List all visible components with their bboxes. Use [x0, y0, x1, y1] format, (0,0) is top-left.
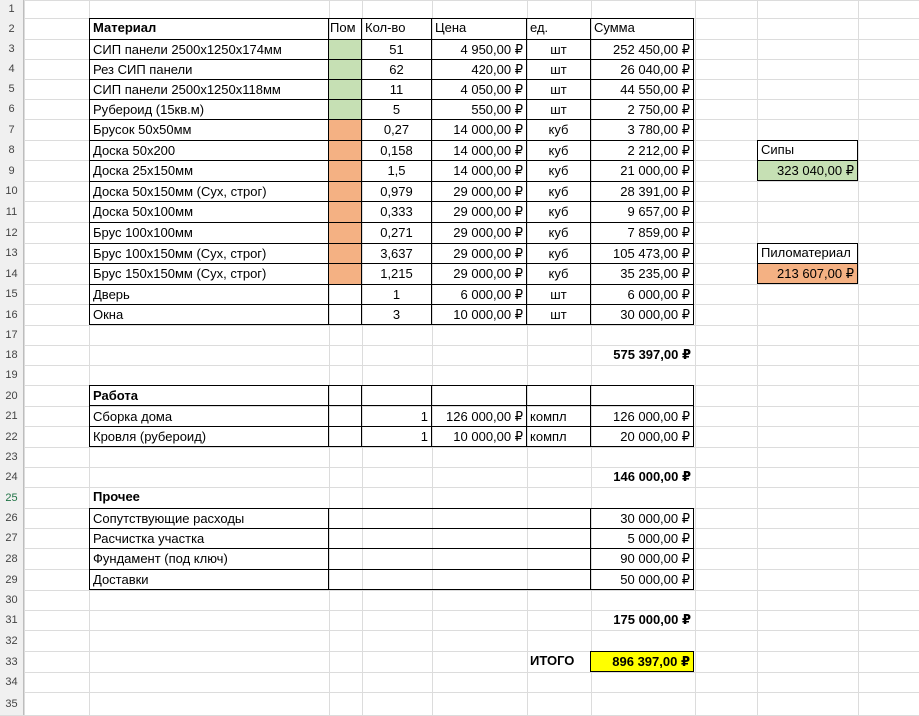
- material-qty[interactable]: 0,333: [380, 204, 413, 219]
- material-sum[interactable]: 105 473,00 ₽: [613, 246, 690, 261]
- row-number[interactable]: 29: [5, 573, 18, 586]
- material-qty[interactable]: 1,5: [387, 163, 406, 178]
- material-pom-cell[interactable]: [329, 264, 361, 284]
- row-number[interactable]: 34: [5, 676, 18, 688]
- material-qty[interactable]: 0,27: [383, 122, 410, 137]
- material-price[interactable]: 6 000,00 ₽: [460, 287, 523, 302]
- material-qty[interactable]: 3: [392, 307, 401, 322]
- material-pom-cell[interactable]: [329, 161, 361, 181]
- material-unit[interactable]: шт: [550, 307, 567, 322]
- material-price[interactable]: 14 000,00 ₽: [453, 143, 523, 158]
- material-name[interactable]: Рез СИП панели: [93, 62, 193, 77]
- material-unit[interactable]: шт: [550, 102, 567, 117]
- row-number[interactable]: 3: [8, 43, 15, 55]
- work-price[interactable]: 10 000,00 ₽: [453, 429, 523, 444]
- material-name[interactable]: Брусок 50x50мм: [93, 122, 192, 137]
- material-sum[interactable]: 35 235,00 ₽: [620, 266, 690, 281]
- material-price[interactable]: 14 000,00 ₽: [453, 122, 523, 137]
- material-pom-cell[interactable]: [329, 202, 361, 222]
- material-unit[interactable]: шт: [550, 42, 567, 57]
- row-number[interactable]: 24: [5, 471, 18, 483]
- material-qty[interactable]: 1: [392, 287, 401, 302]
- other-sum[interactable]: 30 000,00 ₽: [620, 511, 690, 526]
- material-sum[interactable]: 6 000,00 ₽: [627, 287, 690, 302]
- material-price[interactable]: 10 000,00 ₽: [453, 307, 523, 322]
- material-unit[interactable]: шт: [550, 62, 567, 77]
- material-name[interactable]: Дверь: [93, 287, 130, 302]
- row-number[interactable]: 18: [5, 349, 18, 361]
- material-unit[interactable]: шт: [550, 287, 567, 302]
- row-number[interactable]: 19: [5, 369, 18, 381]
- work-unit[interactable]: компл: [530, 409, 567, 424]
- row-number[interactable]: 17: [5, 329, 18, 341]
- material-name[interactable]: Доска 50x100мм: [93, 204, 194, 219]
- materials-header-qty[interactable]: Кол-во: [365, 20, 406, 35]
- row-number[interactable]: 35: [5, 697, 18, 710]
- lumber-label[interactable]: Пиломатериал: [761, 245, 851, 260]
- row-number[interactable]: 25: [5, 491, 18, 504]
- material-unit[interactable]: куб: [548, 225, 569, 240]
- work-total[interactable]: 146 000,00 ₽: [613, 469, 691, 484]
- material-qty[interactable]: 51: [389, 42, 404, 57]
- material-name[interactable]: Брус 100x150мм (Сух, строг): [93, 246, 267, 261]
- material-unit[interactable]: куб: [548, 246, 569, 261]
- material-sum[interactable]: 26 040,00 ₽: [620, 62, 690, 77]
- material-name[interactable]: Окна: [93, 307, 124, 322]
- work-sum[interactable]: 126 000,00 ₽: [613, 409, 690, 424]
- work-unit[interactable]: компл: [530, 429, 567, 444]
- material-qty[interactable]: 11: [389, 82, 404, 97]
- other-sum[interactable]: 5 000,00 ₽: [627, 531, 690, 546]
- row-number[interactable]: 31: [5, 614, 18, 626]
- material-sum[interactable]: 44 550,00 ₽: [620, 82, 690, 97]
- material-sum[interactable]: 9 657,00 ₽: [627, 204, 690, 219]
- material-pom-cell[interactable]: [329, 182, 361, 201]
- grand-total-value[interactable]: 896 397,00 ₽: [590, 651, 694, 672]
- material-qty[interactable]: 0,979: [380, 184, 413, 199]
- sips-label[interactable]: Сипы: [761, 142, 795, 157]
- material-unit[interactable]: куб: [548, 122, 569, 137]
- material-sum[interactable]: 252 450,00 ₽: [613, 42, 690, 57]
- row-number[interactable]: 11: [5, 205, 18, 218]
- material-name[interactable]: Доска 50x200: [93, 143, 176, 158]
- row-number[interactable]: 7: [8, 123, 15, 136]
- material-unit[interactable]: куб: [548, 143, 569, 158]
- material-name[interactable]: Доска 25x150мм: [93, 163, 194, 178]
- material-pom-cell[interactable]: [329, 120, 361, 140]
- material-price[interactable]: 550,00 ₽: [471, 102, 523, 117]
- work-sum[interactable]: 20 000,00 ₽: [620, 429, 690, 444]
- other-sum[interactable]: 90 000,00 ₽: [620, 551, 690, 566]
- material-unit[interactable]: куб: [548, 266, 569, 281]
- grand-total-label[interactable]: ИТОГО: [530, 653, 575, 668]
- row-header-column[interactable]: [0, 0, 24, 715]
- work-qty[interactable]: 1: [420, 409, 428, 424]
- sips-value[interactable]: 323 040,00 ₽: [758, 161, 857, 180]
- material-unit[interactable]: шт: [550, 82, 567, 97]
- row-number[interactable]: 26: [5, 512, 18, 524]
- other-name[interactable]: Фундамент (под ключ): [93, 551, 228, 566]
- row-number[interactable]: 6: [8, 103, 15, 115]
- row-number[interactable]: 13: [5, 247, 18, 259]
- material-price[interactable]: 29 000,00 ₽: [453, 266, 523, 281]
- row-number[interactable]: 10: [5, 185, 18, 197]
- material-sum[interactable]: 7 859,00 ₽: [627, 225, 690, 240]
- material-qty[interactable]: 62: [389, 62, 404, 77]
- material-price[interactable]: 420,00 ₽: [471, 62, 523, 77]
- materials-header-unit[interactable]: ед.: [530, 20, 549, 35]
- material-unit[interactable]: куб: [548, 204, 569, 219]
- materials-header-sum[interactable]: Сумма: [594, 20, 635, 35]
- row-number[interactable]: 20: [5, 389, 18, 402]
- row-number[interactable]: 22: [5, 430, 18, 443]
- materials-header-name[interactable]: Материал: [93, 20, 157, 35]
- material-unit[interactable]: куб: [548, 163, 569, 178]
- material-price[interactable]: 29 000,00 ₽: [453, 225, 523, 240]
- material-price[interactable]: 29 000,00 ₽: [453, 184, 523, 199]
- material-sum[interactable]: 3 780,00 ₽: [627, 122, 690, 137]
- row-number[interactable]: 12: [5, 226, 18, 239]
- lumber-value[interactable]: 213 607,00 ₽: [758, 264, 857, 283]
- other-header[interactable]: Прочее: [93, 489, 140, 504]
- row-number[interactable]: 2: [8, 22, 15, 35]
- work-name[interactable]: Сборка дома: [93, 409, 173, 424]
- material-qty[interactable]: 0,158: [380, 143, 413, 158]
- row-number[interactable]: 30: [5, 594, 18, 606]
- row-number[interactable]: 9: [8, 164, 15, 177]
- materials-header-price[interactable]: Цена: [435, 20, 467, 35]
- material-qty[interactable]: 5: [392, 102, 401, 117]
- other-name[interactable]: Доставки: [93, 572, 149, 587]
- material-price[interactable]: 29 000,00 ₽: [453, 204, 523, 219]
- material-price[interactable]: 14 000,00 ₽: [453, 163, 523, 178]
- material-pom-cell[interactable]: [329, 305, 361, 325]
- material-name[interactable]: Рубероид (15кв.м): [93, 102, 205, 117]
- material-unit[interactable]: куб: [548, 184, 569, 199]
- material-sum[interactable]: 2 212,00 ₽: [627, 143, 690, 158]
- material-pom-cell[interactable]: [329, 285, 361, 304]
- row-number[interactable]: 15: [5, 288, 18, 300]
- material-qty[interactable]: 0,271: [380, 225, 413, 240]
- row-number[interactable]: 33: [5, 655, 18, 668]
- material-sum[interactable]: 28 391,00 ₽: [620, 184, 690, 199]
- row-number[interactable]: 32: [5, 634, 18, 647]
- work-price[interactable]: 126 000,00 ₽: [446, 409, 523, 424]
- row-number[interactable]: 23: [5, 451, 18, 463]
- other-name[interactable]: Сопутствующие расходы: [93, 511, 245, 526]
- material-name[interactable]: Брус 100x100мм: [93, 225, 193, 240]
- material-name[interactable]: СИП панели 2500x1250x174мм: [93, 42, 282, 57]
- row-number[interactable]: 14: [5, 267, 18, 280]
- row-number[interactable]: 28: [5, 552, 18, 565]
- material-sum[interactable]: 2 750,00 ₽: [627, 102, 690, 117]
- work-name[interactable]: Кровля (рубероид): [93, 429, 207, 444]
- material-pom-cell[interactable]: [329, 244, 361, 263]
- materials-total[interactable]: 575 397,00 ₽: [613, 347, 691, 362]
- material-qty[interactable]: 1,215: [380, 266, 413, 281]
- work-qty[interactable]: 1: [420, 429, 428, 444]
- material-pom-cell[interactable]: [329, 141, 361, 160]
- material-pom-cell[interactable]: [329, 223, 361, 243]
- material-price[interactable]: 29 000,00 ₽: [453, 246, 523, 261]
- material-pom-cell[interactable]: [329, 80, 361, 99]
- material-sum[interactable]: 21 000,00 ₽: [620, 163, 690, 178]
- material-pom-cell[interactable]: [329, 40, 361, 59]
- row-number[interactable]: 1: [8, 3, 15, 15]
- other-total[interactable]: 175 000,00 ₽: [613, 612, 691, 627]
- row-number[interactable]: 5: [8, 83, 15, 95]
- material-name[interactable]: Доска 50x150мм (Сух, строг): [93, 184, 267, 199]
- material-price[interactable]: 4 950,00 ₽: [460, 42, 523, 57]
- other-name[interactable]: Расчистка участка: [93, 531, 205, 546]
- material-name[interactable]: СИП панели 2500x1250x118мм: [93, 82, 281, 97]
- material-qty[interactable]: 3,637: [380, 246, 413, 261]
- material-pom-cell[interactable]: [329, 60, 361, 79]
- other-sum[interactable]: 50 000,00 ₽: [620, 572, 690, 587]
- material-sum[interactable]: 30 000,00 ₽: [620, 307, 690, 322]
- row-number[interactable]: 4: [8, 63, 15, 75]
- row-number[interactable]: 27: [5, 532, 18, 544]
- row-number[interactable]: 21: [5, 410, 18, 422]
- materials-header-pom[interactable]: Пом: [330, 20, 356, 35]
- work-header[interactable]: Работа: [93, 388, 138, 403]
- row-number[interactable]: 16: [5, 308, 18, 321]
- material-price[interactable]: 4 050,00 ₽: [460, 82, 523, 97]
- row-number[interactable]: 8: [8, 144, 15, 156]
- material-name[interactable]: Брус 150x150мм (Сух, строг): [93, 266, 267, 281]
- material-pom-cell[interactable]: [329, 100, 361, 119]
